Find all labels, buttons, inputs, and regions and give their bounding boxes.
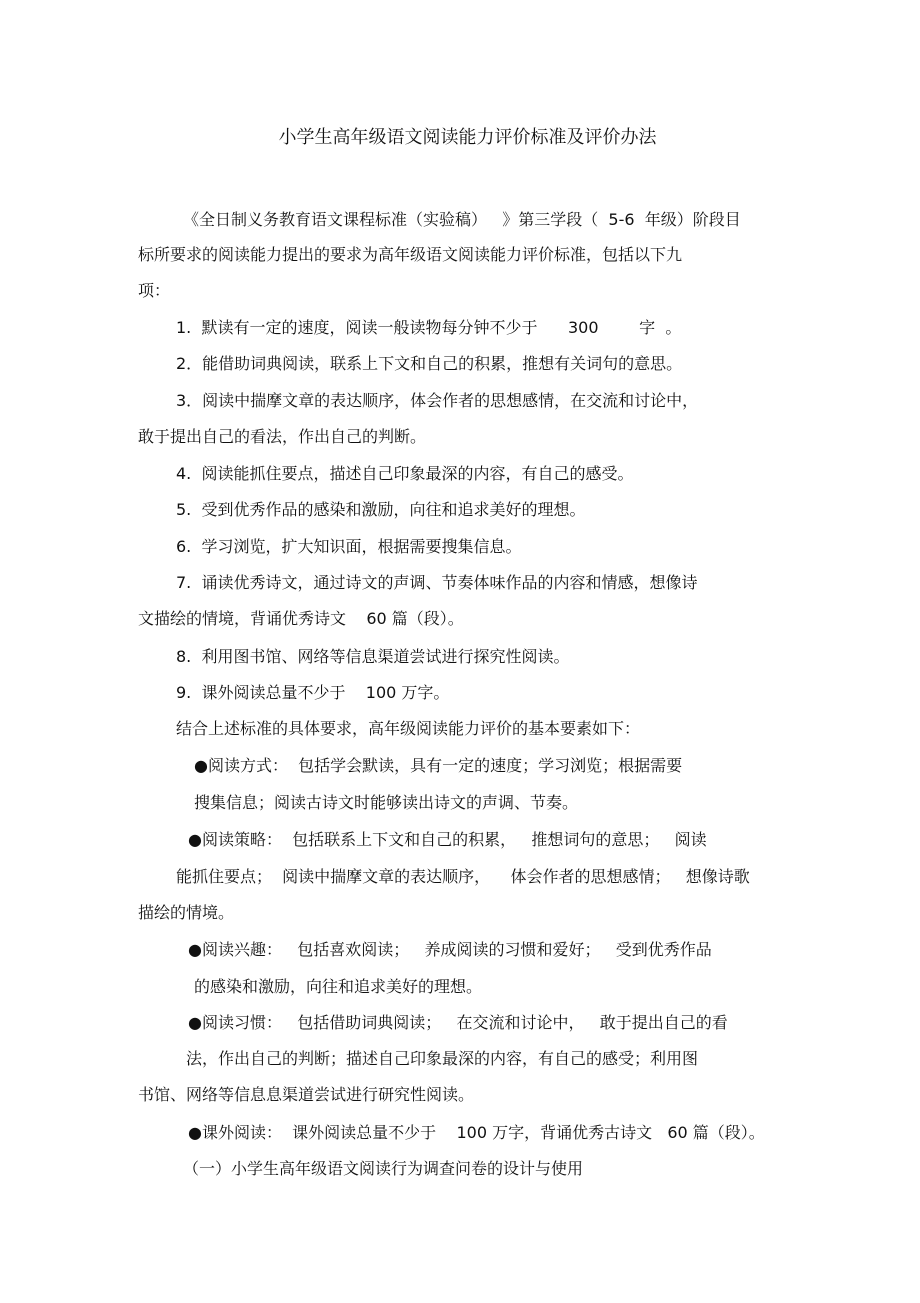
element-line: ●阅读习惯： 包括借助词典阅读； 在交流和讨论中， 敢于提出自己的看 xyxy=(188,1013,728,1032)
standard-item-continuation: 文描绘的情境，背诵优秀诗文 60 篇（段）。 xyxy=(138,609,464,628)
standard-item: 4. 阅读能抓住要点，描述自己印象最深的内容，有自己的感受。 xyxy=(176,464,634,483)
standard-item: 1. 默读有一定的速度，阅读一般读物每分钟不少于 300 字 。 xyxy=(176,318,682,337)
element-line: 能抓住要点； 阅读中揣摩文章的表达顺序， 体会作者的思想感情； 想像诗歌 xyxy=(176,867,750,886)
intro-line: 标所要求的阅读能力提出的要求为高年级语文阅读能力评价标准，包括以下九 xyxy=(138,245,683,264)
standard-item: 7. 诵读优秀诗文，通过诗文的声调、节奏体味作品的内容和情感，想像诗 xyxy=(176,573,698,592)
standard-item: 2．能借助词典阅读，联系上下文和自己的积累，推想有关词句的意思。 xyxy=(176,354,683,373)
element-line: 法，作出自己的判断；描述自己印象最深的内容，有自己的感受；利用图 xyxy=(186,1049,699,1068)
document-title: 小学生高年级语文阅读能力评价标准及评价办法 xyxy=(278,127,657,148)
summary-line: 结合上述标准的具体要求，高年级阅读能力评价的基本要素如下： xyxy=(176,719,641,738)
element-line: 书馆、网络等信息息渠道尝试进行研究性阅读。 xyxy=(138,1085,475,1104)
standard-item-continuation: 敢于提出自己的看法，作出自己的判断。 xyxy=(138,427,427,446)
intro-line: 《全日制义务教育语文课程标准（实验稿） 》第三学段（ 5-6 年级）阶段目 xyxy=(183,210,741,229)
standard-item: 6. 学习浏览，扩大知识面，根据需要搜集信息。 xyxy=(176,537,522,556)
standard-item: 9. 课外阅读总量不少于 100 万字。 xyxy=(176,683,450,702)
element-line: ●课外阅读： 课外阅读总量不少于 100 万字，背诵优秀古诗文 60 篇（段）。 xyxy=(188,1123,765,1142)
element-line: ●阅读方式： 包括学会默读，具有一定的速度；学习浏览；根据需要 xyxy=(194,756,683,775)
element-line: 搜集信息；阅读古诗文时能够读出诗文的声调、节奏。 xyxy=(194,793,579,812)
intro-line: 项： xyxy=(138,281,171,300)
standard-item: 5. 受到优秀作品的感染和激励，向往和追求美好的理想。 xyxy=(176,500,586,519)
standard-item: 8. 利用图书馆、网络等信息渠道尝试进行探究性阅读。 xyxy=(176,647,570,666)
element-line: 的感染和激励，向往和追求美好的理想。 xyxy=(194,977,483,996)
element-line: ●阅读策略： 包括联系上下文和自己的积累， 推想词句的意思； 阅读 xyxy=(188,830,707,849)
standard-item: 3．阅读中揣摩文章的表达顺序，体会作者的思想感情，在交流和讨论中， xyxy=(176,391,699,410)
element-line: 描绘的情境。 xyxy=(138,903,235,922)
element-line: ●阅读兴趣： 包括喜欢阅读； 养成阅读的习惯和爱好； 受到优秀作品 xyxy=(188,940,712,959)
section-heading: （一）小学生高年级语文阅读行为调查问卷的设计与使用 xyxy=(183,1159,584,1178)
